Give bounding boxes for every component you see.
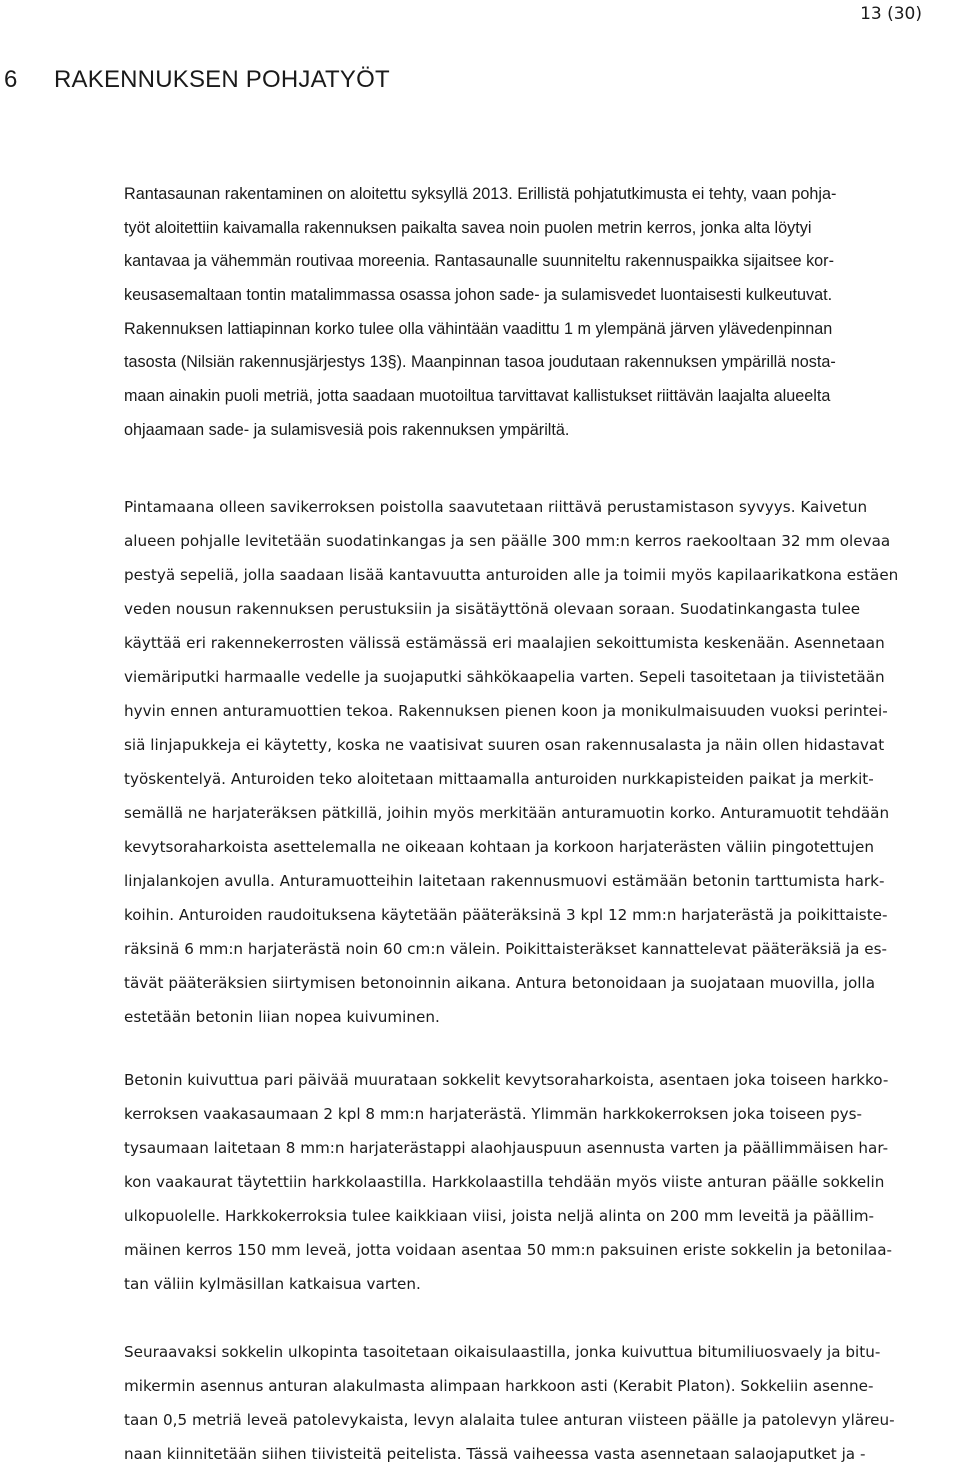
- text-line: maan ainakin puoli metriä, jotta saadaan muotoiltua tarvittavat kallistukset riittävän laajalta alueelta: [124, 387, 831, 406]
- paragraph-1: [124, 178, 954, 448]
- text-line: ohjaamaan sade- ja sulamisvesiä pois rakennuksen ympäriltä.: [124, 420, 570, 439]
- text-line: hyvin ennen anturamuottien tekoa. Rakennuksen pienen koon ja monikulmaisuuden vuoksi perintei-: [124, 702, 888, 720]
- text-line: siä linjapukkeja ei käytetty, koska ne vaatisivat suuren osan rakennusalasta ja näin ollen hidastavat: [124, 736, 885, 754]
- text-line: viemäriputki harmaalle vedelle ja suojaputki sähkökaapelia varten. Sepeli tasoitetaan ja tiivistetään: [124, 668, 885, 686]
- text-line: kantavaa ja vähemmän routivaa moreenia. Rantasaunalle suunniteltu rakennuspaikka sijaitsee kor-: [124, 252, 834, 271]
- text-line: koihin. Anturoiden raudoituksena käytetään pääteräksinä 3 kpl 12 mm:n harjaterästä ja poikittaiste-: [124, 906, 888, 924]
- text-line: naan kiinnitetään siihen tiivisteitä peitelista. Tässä vaiheessa vasta asennetaan salaojaputket ja -: [124, 1445, 866, 1463]
- text-line: estetään betonin liian nopea kuivuminen.: [124, 1008, 440, 1026]
- paragraph-2: [124, 490, 954, 1034]
- text-line: tysaumaan laitetaan 8 mm:n harjaterästappi alaohjauspuun asennusta varten ja päällimmäisen har-: [124, 1139, 889, 1157]
- text-line: ulkopuolelle. Harkkokerroksia tulee kaikkiaan viisi, joista neljä alinta on 200 mm leveitä ja päällim-: [124, 1207, 875, 1225]
- section-heading: [4, 66, 390, 94]
- text-line: käyttää eri rakennekerrosten välissä estämässä eri maalajien sekoittumista keskenään. Asennetaan: [124, 634, 885, 652]
- text-line: Seuraavaksi sokkelin ulkopinta tasoitetaan oikaisulaastilla, jonka kuivuttua bitumiliuosvaely ja bitu-: [124, 1343, 881, 1361]
- text-line: kevytsoraharkoista asettelemalla ne oikeaan kohtaan ja korkoon harjaterästen väliin pingotettujen: [124, 838, 874, 856]
- text-line: Betonin kuivuttua pari päivää muurataan sokkelit kevytsoraharkoista, asentaen joka toiseen harkko-: [124, 1071, 889, 1089]
- text-line: semällä ne harjateräksen pätkillä, joihin myös merkitään anturamuotin korko. Anturamuotit tehdään: [124, 804, 890, 822]
- text-line: Pintamaana olleen savikerroksen poistolla saavutetaan riittävä perustamistason syvyys. Kaivetun: [124, 498, 868, 516]
- text-line: Rakennuksen lattiapinnan korko tulee olla vähintään vaadittu 1 m ylempänä järven ylävedenpinnan: [124, 319, 833, 338]
- text-line: tan väliin kylmäsillan katkaisua varten.: [124, 1275, 421, 1293]
- text-line: alueen pohjalle levitetään suodatinkangas ja sen päälle 300 mm:n kerros raekooltaan 32 mm olevaa: [124, 532, 891, 550]
- text-line: työt aloitettiin kaivamalla rakennuksen paikalta savea noin puolen metrin kerros, jonka alta löytyi: [124, 218, 812, 237]
- page-number: 13 (30): [860, 4, 922, 24]
- text-line: kon vaakaurat täytettiin harkkolaastilla. Harkkolaastilla tehdään myös viiste anturan päälle sokkelin: [124, 1173, 885, 1191]
- paragraph-3: [124, 1063, 954, 1301]
- text-line: Rantasaunan rakentaminen on aloitettu syksyllä 2013. Erillistä pohjatutkimusta ei tehty, vaan pohja-: [124, 185, 837, 203]
- paragraph-4: [124, 1335, 954, 1471]
- text-line: räksinä 6 mm:n harjaterästä noin 60 cm:n välein. Poikittaisteräkset kannattelevat pääteräksiä ja es-: [124, 940, 887, 958]
- text-line: tasosta (Nilsiän rakennusjärjestys 13§). Maanpinnan tasoa joudutaan rakennuksen ympärillä nosta-: [124, 353, 836, 372]
- text-line: keusasemaltaan tontin matalimmassa osassa johon sade- ja sulamisvedet luontaisesti kulkeutuvat.: [124, 286, 833, 305]
- text-line: mikermin asennus anturan alakulmasta alimpaan harkkoon asti (Kerabit Platon). Sokkeliin asenne-: [124, 1377, 874, 1395]
- text-line: veden nousun rakennuksen perustuksiin ja sisätäyttönä olevaan soraan. Suodatinkangasta tulee: [124, 600, 861, 618]
- text-line: mäinen kerros 150 mm leveä, jotta voidaan asentaa 50 mm:n paksuinen eriste sokkelin ja betonilaa-: [124, 1241, 893, 1259]
- section-number: 6: [4, 66, 18, 93]
- text-line: työskentelyä. Anturoiden teko aloitetaan mittaamalla anturoiden nurkkapisteiden paikat ja merkit-: [124, 770, 874, 788]
- text-line: linjalankojen avulla. Anturamuotteihin laitetaan rakennusmuovi estämään betonin tarttumista hark-: [124, 872, 885, 890]
- section-title: RAKENNUKSEN POHJATYÖT: [54, 66, 390, 93]
- text-line: tävät pääteräksien siirtymisen betonoinnin aikana. Antura betonoidaan ja suojataan muovilla, jolla: [124, 974, 876, 992]
- text-line: kerroksen vaakasaumaan 2 kpl 8 mm:n harjaterästä. Ylimmän harkkokerroksen joka toiseen pys-: [124, 1105, 863, 1123]
- text-line: pestyä sepeliä, jolla saadaan lisää kantavuutta anturoiden alle ja toimii myös kapilaarikatkona estäen: [124, 566, 899, 584]
- text-line: taan 0,5 metriä leveä patolevykaista, levyn alalaita tulee anturan viisteen päälle ja patolevyn yläreu-: [124, 1411, 895, 1429]
